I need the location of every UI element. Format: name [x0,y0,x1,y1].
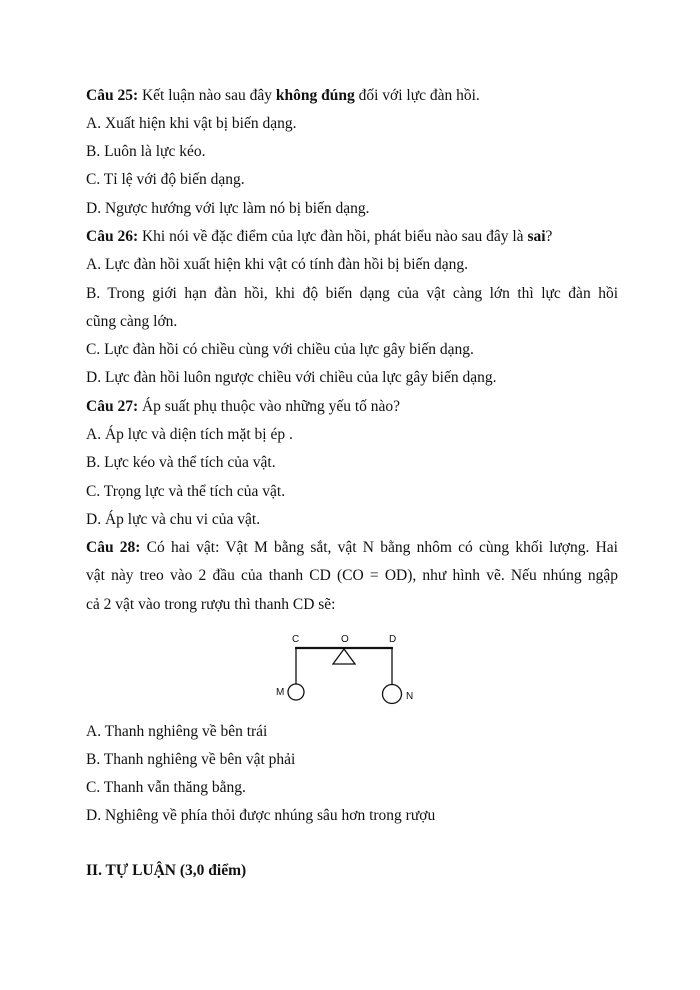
object-m [288,684,304,700]
question-28-option-a: A. Thanh nghiêng về bên trái [86,723,268,740]
question-27-option-d: D. Áp lực và chu vi của vật. [86,511,261,528]
label-d: D [389,634,397,645]
question-25-stem [86,86,480,106]
question-28-text-line-2: vật này treo vào 2 đầu của thanh CD (CO = OD), như hình vẽ. Nếu nhúng ngập [86,567,618,584]
question-28-option-b: B. Thanh nghiêng về bên vật phải [86,751,296,768]
section-heading: II. TỰ LUẬN (3,0 điểm) [86,862,247,879]
question-25-text: Kết luận nào sau đây [138,87,276,104]
question-26-stem [86,227,552,247]
question-25-option-d: D. Ngược hướng với lực làm nó bị biến dạng. [86,200,370,217]
question-25-emphasis: không đúng [275,87,355,104]
question-27-option-c: C. Trọng lực và thể tích của vật. [86,483,286,500]
question-28-label: Câu 28: [86,539,141,556]
question-26-option-b: B. Trong giới hạn đàn hồi, khi độ biến dạng của vật càng lớn thì lực đàn hồi [86,285,618,302]
label-o: O [341,634,349,645]
question-28-option-c: C. Thanh vẫn thăng bằng. [86,779,246,796]
question-25-option-c: C. Tỉ lệ với độ biến dạng. [86,171,245,188]
question-27-label: Câu 27: [86,398,139,415]
question-25-option-b: B. Luôn là lực kéo. [86,143,206,160]
label-m: M [276,687,285,698]
question-26-text-end: ? [545,228,553,245]
question-25-option-a: A. Xuất hiện khi vật bị biến dạng. [86,115,297,132]
question-27-option-a: A. Áp lực và diện tích mặt bị ép . [86,426,293,443]
question-26-text: Khi nói về đặc điểm của lực đàn hồi, phát biểu nào sau đây là [138,228,528,245]
question-28-text-line-1: Có hai vật: Vật M bằng sắt, vật N bằng nhôm có cùng khối lượng. Hai [140,539,618,556]
question-26-option-c: C. Lực đàn hồi có chiều cùng với chiều của lực gây biến dạng. [86,341,474,358]
question-28-option-d: D. Nghiêng về phía thỏi được nhúng sâu hơn trong rượu [86,807,436,824]
object-n [383,685,402,704]
question-28-stem [86,538,618,558]
question-27-stem [86,397,400,417]
label-n: N [406,691,414,702]
fulcrum-triangle [333,649,355,664]
lever-figure [270,628,420,710]
question-28-text-line-3: cả 2 vật vào trong rượu thì thanh CD sẽ: [86,596,336,613]
question-27-text: Áp suất phụ thuộc vào những yếu tố nào? [138,398,401,415]
lever-diagram [270,628,420,710]
question-25-text-end: đối với lực đàn hồi. [354,87,480,104]
question-25-label: Câu 25: [86,87,139,104]
label-c: C [292,634,300,645]
question-26-option-a: A. Lực đàn hồi xuất hiện khi vật có tính đàn hồi bị biến dạng. [86,256,469,273]
question-26-label: Câu 26: [86,228,139,245]
question-27-option-b: B. Lực kéo và thể tích của vật. [86,454,276,471]
question-26-option-b-continued: cũng càng lớn. [86,313,178,330]
question-26-option-d: D. Lực đàn hồi luôn ngược chiều với chiều của lực gây biến dạng. [86,369,497,386]
question-26-emphasis: sai [527,228,546,245]
